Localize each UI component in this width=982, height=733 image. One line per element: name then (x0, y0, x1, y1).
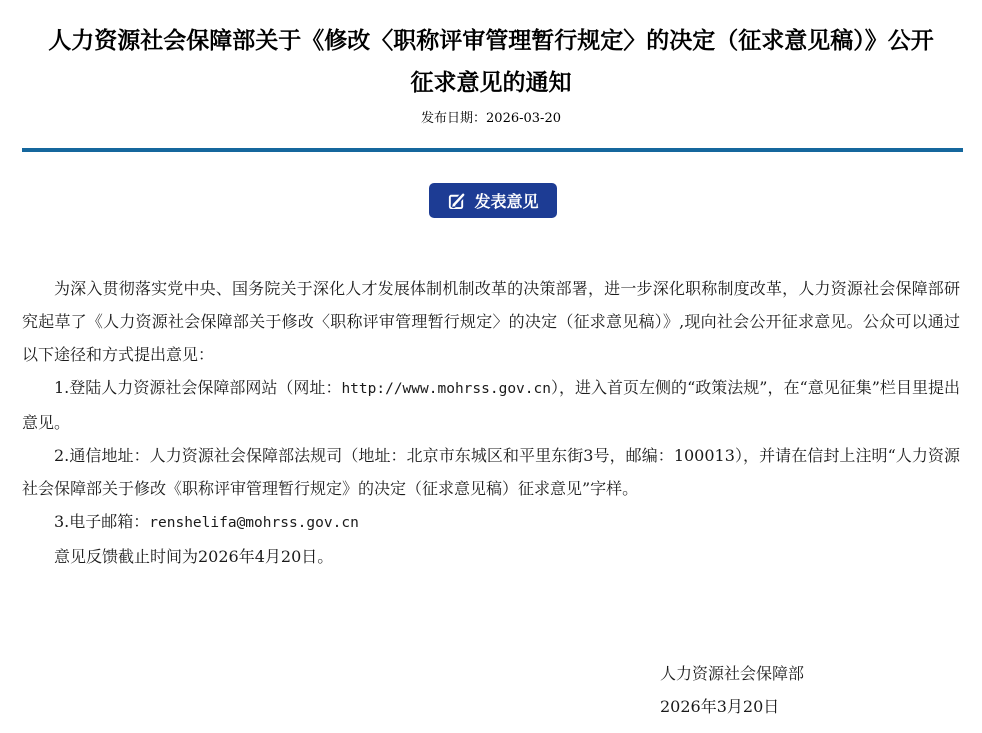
submit-comment-label: 发表意见 (474, 192, 539, 211)
publish-date (0, 109, 982, 129)
email-address: renshelifa@mohrss.gov.cn (149, 515, 359, 531)
email-label: 3.电子邮箱： (54, 512, 150, 531)
paragraph-intro (22, 272, 960, 371)
signature-date: 2026年3月20日 (660, 697, 780, 716)
paragraph-channel-website (22, 371, 960, 439)
signature-org: 人力资源社会保障部 (660, 664, 805, 683)
mail-channel-text: 2.通信地址：人力资源社会保障部法规司（地址：北京市东城区和平里东街3号，邮编：100013），并请在信封上注明“人力资源社会保障部关于修改《职称评审管理暂行规定》的决定（征求意见稿）征求意见”字样。 (22, 446, 960, 498)
website-channel-text: 1.登陆人力资源社会保障部网站（网址： (54, 378, 342, 397)
publish-date-label: 发布日期： (421, 111, 487, 126)
notice-body (22, 272, 960, 573)
signature-block (660, 657, 804, 723)
divider-line (22, 148, 963, 152)
page-title-line2: 征求意见的通知 (410, 70, 572, 96)
paragraph-channel-email (22, 505, 960, 540)
page-title (22, 20, 960, 104)
page-title-line1: 人力资源社会保障部关于《修改〈职称评审管理暂行规定〉的决定（征求意见稿）》公开 (48, 28, 934, 54)
website-url: http://www.mohrss.gov.cn (341, 381, 551, 397)
paragraph-deadline (22, 540, 960, 573)
deadline-text: 意见反馈截止时间为2026年4月20日。 (54, 547, 334, 566)
paragraph-channel-mail (22, 439, 960, 505)
paragraph-intro-text: 为深入贯彻落实党中央、国务院关于深化人才发展体制机制改革的决策部署，进一步深化职称制度改革，人力资源社会保障部研究起草了《人力资源社会保障部关于修改〈职称评审管理暂行规定〉的决定（征求意见稿）》,现向社会公开征求意见。公众可以通过以下途径和方式提出意见： (22, 279, 960, 364)
website-channel-text-2: ），进入首页左侧的“政策法规”，在“意见征集”栏目里提出意见。 (22, 378, 960, 432)
edit-icon (447, 191, 466, 210)
submit-comment-button[interactable] (429, 183, 557, 218)
publish-date-value: 2026-03-20 (486, 111, 561, 126)
